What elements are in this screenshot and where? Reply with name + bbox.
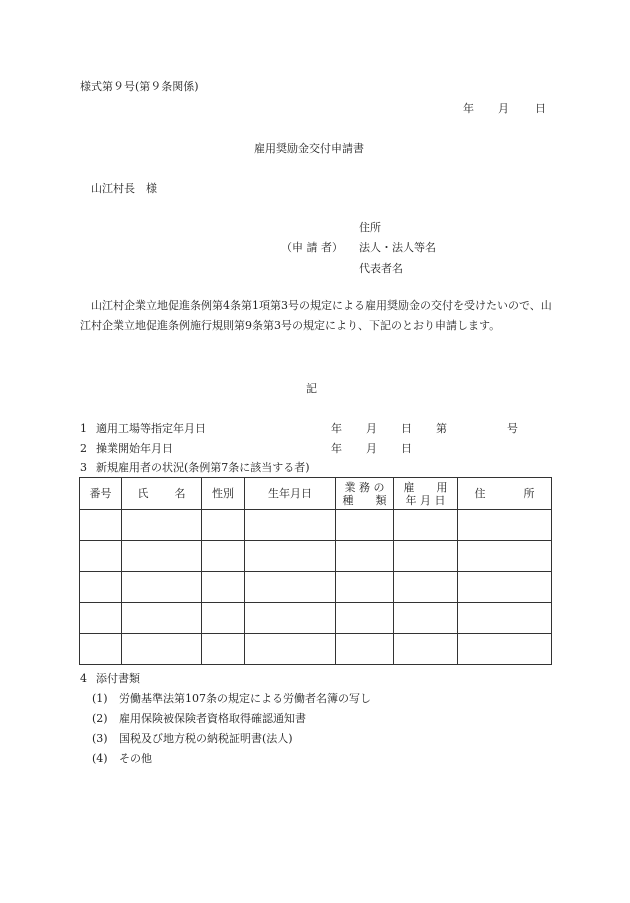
table-row <box>80 541 552 572</box>
table-cell[interactable] <box>458 572 552 603</box>
table-cell[interactable] <box>202 603 245 634</box>
item1-month: 月 <box>366 422 377 435</box>
table-cell[interactable] <box>458 510 552 541</box>
date-day: 日 <box>535 102 546 115</box>
table-cell[interactable] <box>394 603 458 634</box>
header-gender: 性別 <box>202 478 245 510</box>
date-year: 年 <box>463 102 474 115</box>
table-row <box>80 510 552 541</box>
item1-day: 日 <box>401 422 412 435</box>
item1-label: 適用工場等指定年月日 <box>96 422 206 435</box>
item4-number: 4 <box>80 672 87 685</box>
header-name-a: 氏 <box>137 487 149 500</box>
header-number: 番号 <box>80 478 122 510</box>
doc2-text: 雇用保険被保険者資格取得確認通知書 <box>119 712 306 725</box>
table-cell[interactable] <box>458 603 552 634</box>
table-cell[interactable] <box>458 541 552 572</box>
item4-label: 添付書類 <box>96 672 140 685</box>
table-cell[interactable] <box>336 510 394 541</box>
table-cell[interactable] <box>202 541 245 572</box>
header-addr-b: 所 <box>523 487 535 500</box>
header-job-type <box>336 478 394 510</box>
header-name <box>122 478 202 510</box>
applicant-role: （申 請 者） <box>281 241 343 254</box>
applicant-rep-label: 代表者名 <box>359 262 403 275</box>
body-paragraph <box>80 296 552 336</box>
table-cell[interactable] <box>394 510 458 541</box>
doc4-number: (4) <box>92 752 108 765</box>
table-cell[interactable] <box>80 603 122 634</box>
table-cell[interactable] <box>245 603 336 634</box>
table-cell[interactable] <box>202 510 245 541</box>
header-address <box>458 478 552 510</box>
doc1-text: 労働基準法第107条の規定による労働者名簿の写し <box>119 692 371 705</box>
table-cell[interactable] <box>394 572 458 603</box>
header-name-b: 名 <box>174 487 186 500</box>
item3-label: 新規雇用者の状況(条例第7条に該当する者) <box>96 461 310 474</box>
table-cell[interactable] <box>245 634 336 665</box>
addressee: 山江村長 様 <box>91 182 157 195</box>
header-hire-a: 雇 用 <box>403 480 448 494</box>
ki-heading: 記 <box>306 382 317 395</box>
item3-number: 3 <box>80 461 87 474</box>
body-text: 山江村企業立地促進条例第4条第1項第3号の規定による雇用奨励金の交付を受けたいので、山江村企業立地促進条例施行規則第9条第3号の規定により、下記のとおり申請します。 <box>80 299 552 332</box>
doc2-number: (2) <box>92 712 108 725</box>
table-cell[interactable] <box>122 634 202 665</box>
header-addr-a: 住 <box>474 487 486 500</box>
doc3-text: 国税及び地方税の納税証明書(法人) <box>119 732 293 745</box>
item1-dai: 第 <box>436 422 447 435</box>
table-row <box>80 572 552 603</box>
table-cell[interactable] <box>202 634 245 665</box>
table-cell[interactable] <box>80 510 122 541</box>
table-cell[interactable] <box>336 603 394 634</box>
table-cell[interactable] <box>122 572 202 603</box>
item2-label: 操業開始年月日 <box>96 442 173 455</box>
table-cell[interactable] <box>122 510 202 541</box>
form-number: 様式第９号(第９条関係) <box>80 80 199 93</box>
table-row <box>80 634 552 665</box>
table-cell[interactable] <box>80 572 122 603</box>
table-cell[interactable] <box>336 572 394 603</box>
table-cell[interactable] <box>336 541 394 572</box>
header-hire-date <box>394 478 458 510</box>
doc1-number: (1) <box>92 692 108 705</box>
table-cell[interactable] <box>458 634 552 665</box>
table-cell[interactable] <box>245 541 336 572</box>
header-job-a: 業 務 の <box>344 480 385 494</box>
item1-number: 1 <box>80 422 87 435</box>
table-cell[interactable] <box>245 510 336 541</box>
item2-month: 月 <box>366 442 377 455</box>
table-cell[interactable] <box>394 634 458 665</box>
document-title: 雇用奨励金交付申請書 <box>254 142 364 155</box>
table-row <box>80 603 552 634</box>
table-header-row <box>80 478 552 510</box>
applicant-address-label: 住所 <box>359 221 381 234</box>
item1-year: 年 <box>331 422 342 435</box>
table-cell[interactable] <box>80 541 122 572</box>
new-employees-table <box>79 477 552 665</box>
item2-number: 2 <box>80 442 87 455</box>
date-month: 月 <box>498 102 509 115</box>
applicant-name-label: 法人・法人等名 <box>359 241 436 254</box>
item2-year: 年 <box>331 442 342 455</box>
table-cell[interactable] <box>245 572 336 603</box>
table-cell[interactable] <box>122 541 202 572</box>
item1-go: 号 <box>507 422 518 435</box>
item2-day: 日 <box>401 442 412 455</box>
table-cell[interactable] <box>122 603 202 634</box>
table-cell[interactable] <box>336 634 394 665</box>
doc4-text: その他 <box>119 752 152 765</box>
table-cell[interactable] <box>202 572 245 603</box>
doc3-number: (3) <box>92 732 108 745</box>
header-hire-b: 年 月 日 <box>405 493 446 507</box>
table-cell[interactable] <box>80 634 122 665</box>
header-job-b: 種 類 <box>342 493 387 507</box>
header-birthdate: 生年月日 <box>245 478 336 510</box>
table-cell[interactable] <box>394 541 458 572</box>
